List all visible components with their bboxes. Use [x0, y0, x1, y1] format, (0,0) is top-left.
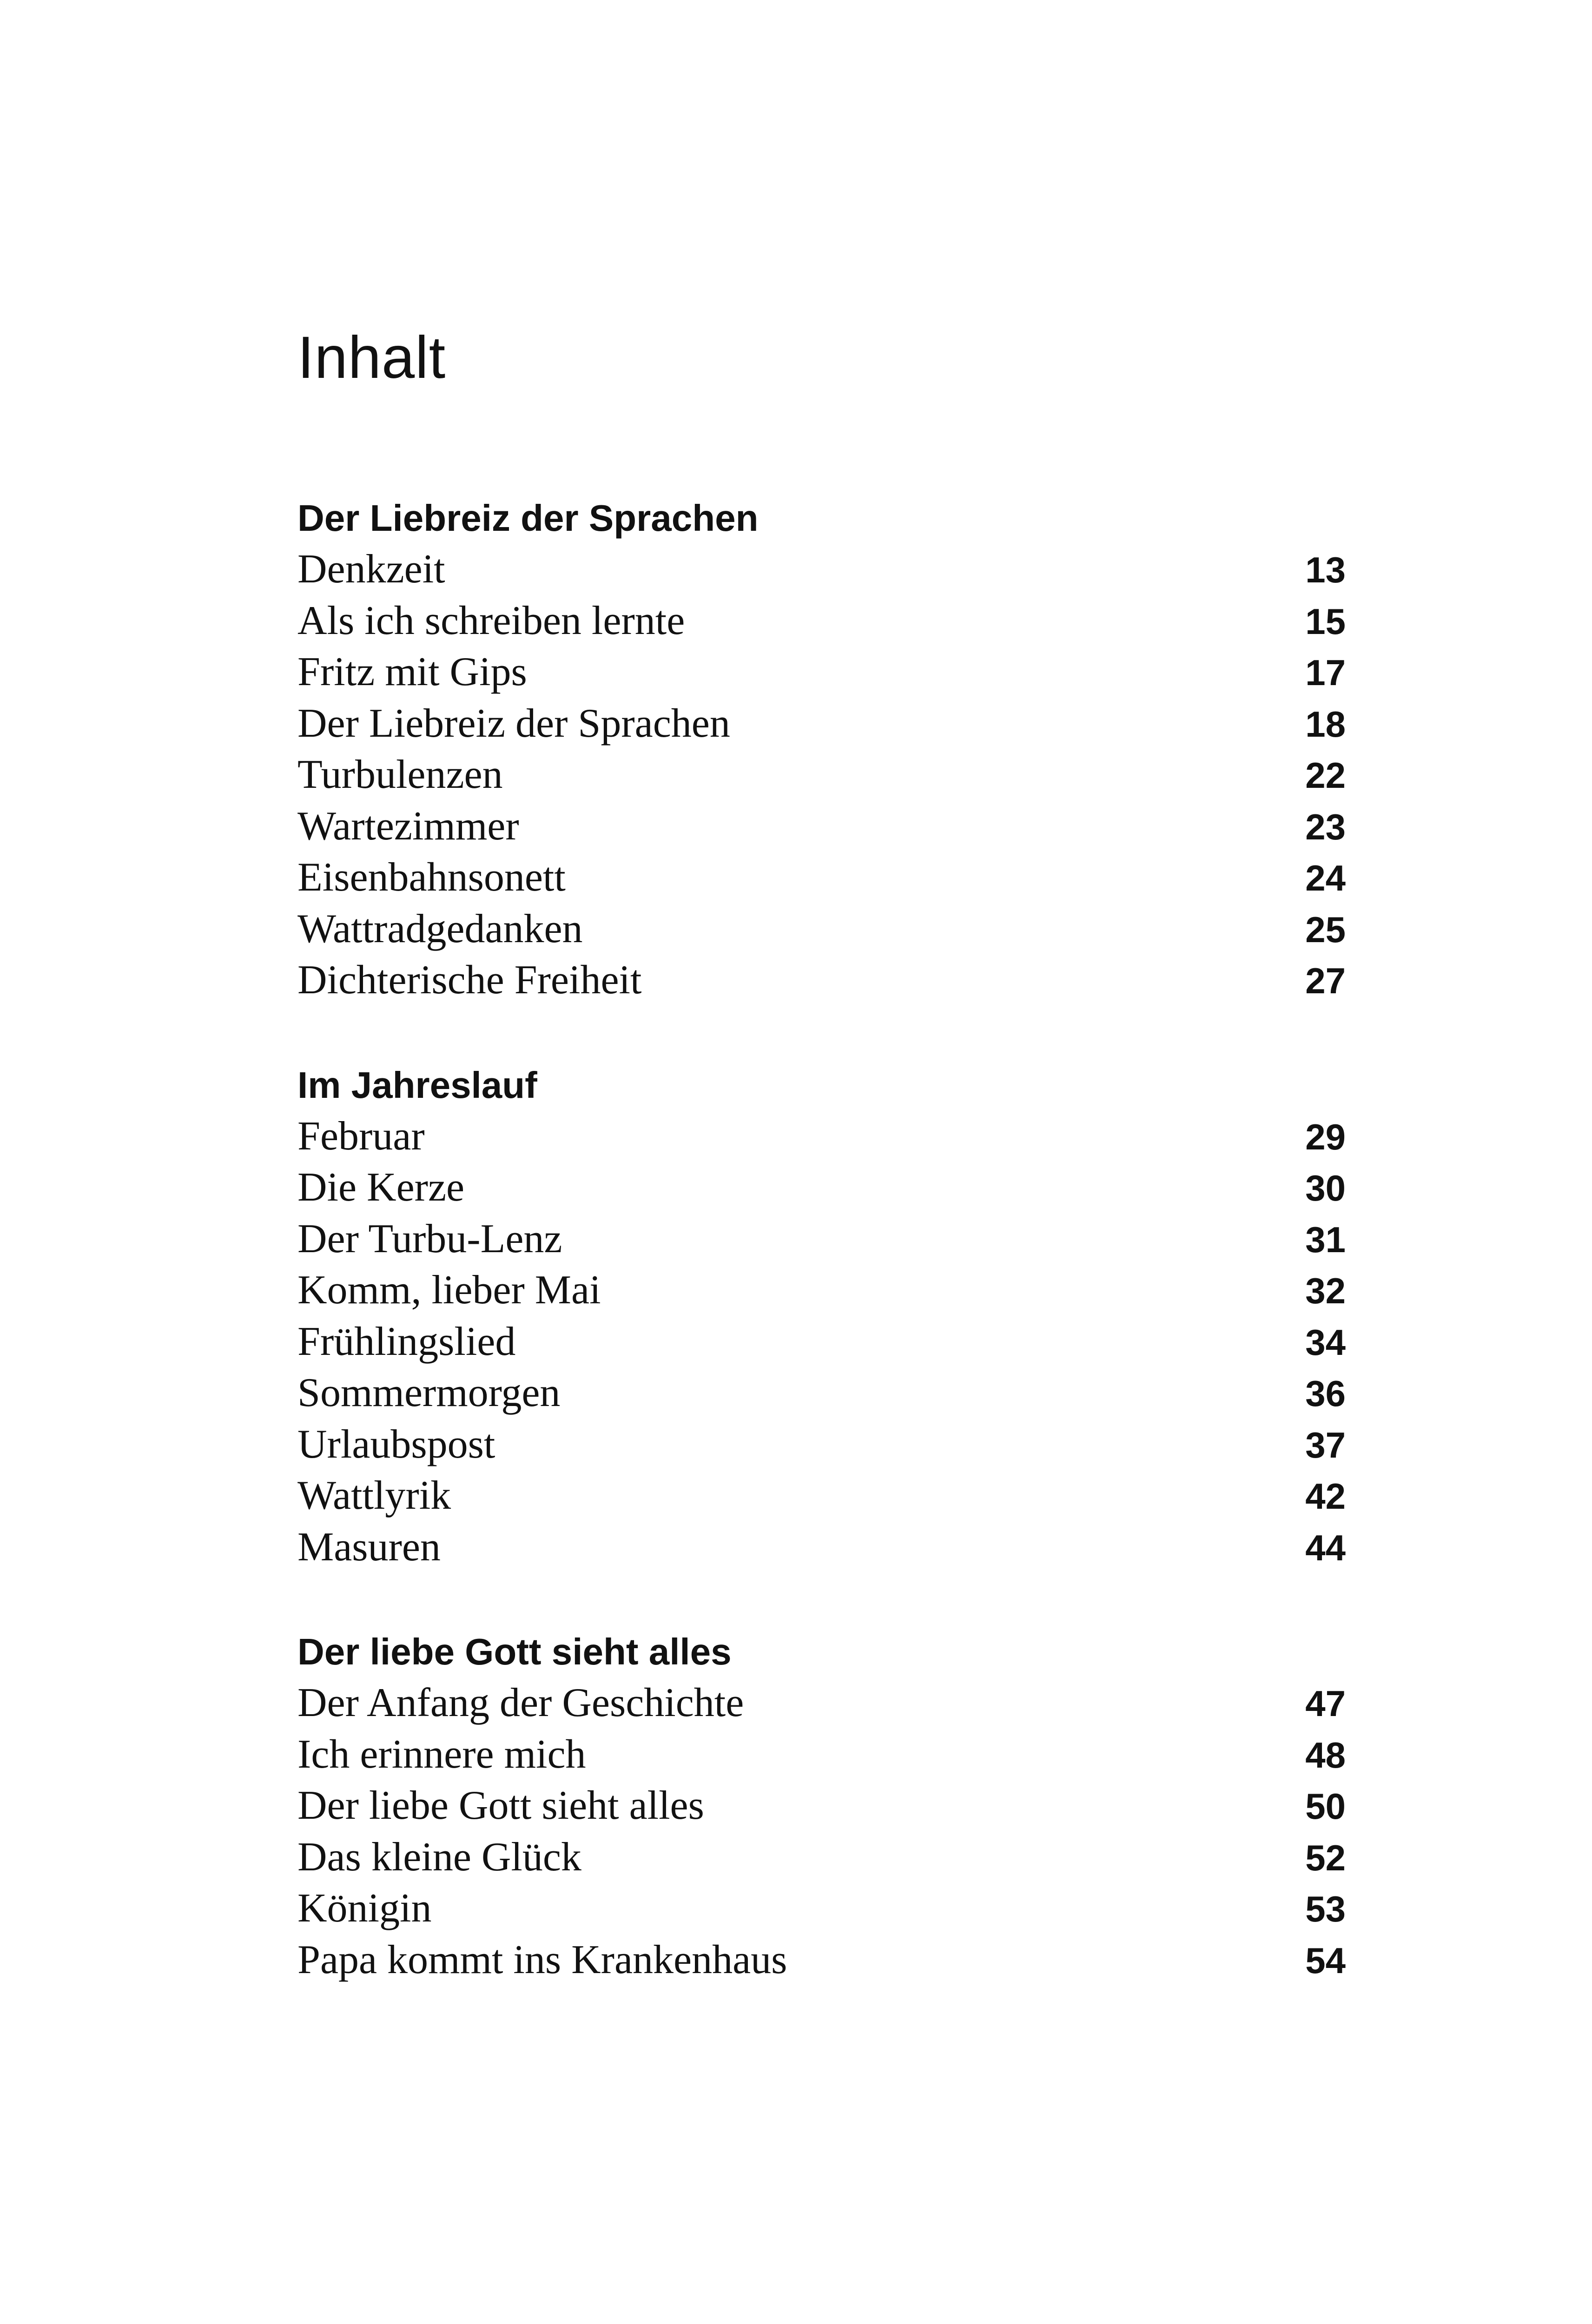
entry-page-number: 31 [1305, 1219, 1346, 1260]
toc-entry [297, 698, 1346, 750]
entry-title: Februar [297, 1113, 425, 1159]
section-heading: Im Jahreslauf [297, 1064, 537, 1106]
entry-title: Denkzeit [297, 547, 445, 592]
entry-page-number: 25 [1305, 909, 1346, 950]
entry-page-number: 15 [1305, 601, 1346, 642]
toc-entry [297, 904, 1346, 955]
toc-entry [297, 1367, 1346, 1419]
entry-title: Wattradgedanken [297, 906, 583, 951]
entry-title: Komm, lieber Mai [297, 1268, 601, 1313]
entry-page-number: 44 [1305, 1527, 1346, 1568]
entry-page-number: 53 [1305, 1888, 1346, 1929]
toc-entry [297, 595, 1346, 647]
section-heading: Der Liebreiz der Sprachen [297, 497, 759, 539]
toc-entry [297, 1729, 1346, 1781]
toc-entry [297, 801, 1346, 852]
entry-page-number: 13 [1305, 549, 1346, 590]
toc-entry [297, 1162, 1346, 1214]
toc-entry [297, 955, 1346, 1006]
entry-page-number: 50 [1305, 1786, 1346, 1827]
entry-page-number: 42 [1305, 1476, 1346, 1517]
entry-title: Dichterische Freiheit [297, 957, 642, 1003]
entry-title: Masuren [297, 1524, 441, 1570]
entry-title: Der Turbu-Lenz [297, 1216, 562, 1261]
entry-page-number: 36 [1305, 1373, 1346, 1414]
toc-section [297, 1626, 1346, 1986]
entry-title: Wattlyrik [297, 1473, 451, 1518]
toc-entry [297, 1214, 1346, 1265]
entry-title: Als ich schreiben lernte [297, 598, 685, 643]
toc-entry [297, 1780, 1346, 1832]
entry-page-number: 48 [1305, 1734, 1346, 1776]
entry-page-number: 30 [1305, 1168, 1346, 1208]
entry-page-number: 37 [1305, 1424, 1346, 1466]
entry-title: Frühlingslied [297, 1319, 516, 1364]
entry-title: Ich erinnere mich [297, 1731, 586, 1777]
entry-page-number: 24 [1305, 858, 1346, 898]
entry-title: Turbulenzen [297, 752, 503, 797]
entry-page-number: 32 [1305, 1270, 1346, 1311]
entry-page-number: 18 [1305, 703, 1346, 745]
entry-page-number: 29 [1305, 1116, 1346, 1157]
entry-page-number: 22 [1305, 755, 1346, 796]
entry-title: Sommermorgen [297, 1370, 561, 1415]
entry-page-number: 52 [1305, 1837, 1346, 1878]
toc-section [297, 1060, 1346, 1573]
entry-title: Die Kerze [297, 1165, 465, 1210]
entry-page-number: 34 [1305, 1321, 1346, 1363]
entry-title: Fritz mit Gips [297, 649, 527, 694]
table-of-contents [297, 493, 1346, 2039]
toc-entry [297, 1111, 1346, 1162]
toc-entry [297, 1522, 1346, 1573]
toc-entry [297, 544, 1346, 595]
toc-section [297, 493, 1346, 1006]
entry-page-number: 23 [1305, 806, 1346, 847]
entry-title: Urlaubspost [297, 1421, 495, 1467]
entry-title: Eisenbahnsonett [297, 855, 566, 900]
entry-page-number: 47 [1305, 1683, 1346, 1724]
entry-title: Papa kommt ins Krankenhaus [297, 1937, 787, 1982]
section-heading: Der liebe Gott sieht alles [297, 1631, 732, 1672]
toc-entry [297, 1934, 1346, 1986]
entry-title: Der Anfang der Geschichte [297, 1680, 744, 1725]
toc-entry [297, 852, 1346, 904]
entry-page-number: 54 [1305, 1940, 1346, 1981]
entry-title: Der liebe Gott sieht alles [297, 1783, 704, 1828]
toc-entry [297, 647, 1346, 698]
entry-title: Königin [297, 1886, 432, 1931]
entry-page-number: 27 [1305, 960, 1346, 1001]
toc-entry [297, 1419, 1346, 1471]
toc-entry [297, 1832, 1346, 1883]
toc-entry [297, 1265, 1346, 1316]
toc-entry [297, 749, 1346, 801]
entry-title: Wartezimmer [297, 803, 519, 849]
toc-entry [297, 1316, 1346, 1368]
toc-entry [297, 1677, 1346, 1729]
entry-page-number: 17 [1305, 652, 1346, 693]
toc-entry [297, 1883, 1346, 1934]
entry-title: Das kleine Glück [297, 1834, 581, 1880]
toc-entry [297, 1470, 1346, 1522]
page-title: Inhalt [297, 324, 446, 391]
entry-title: Der Liebreiz der Sprachen [297, 700, 730, 746]
